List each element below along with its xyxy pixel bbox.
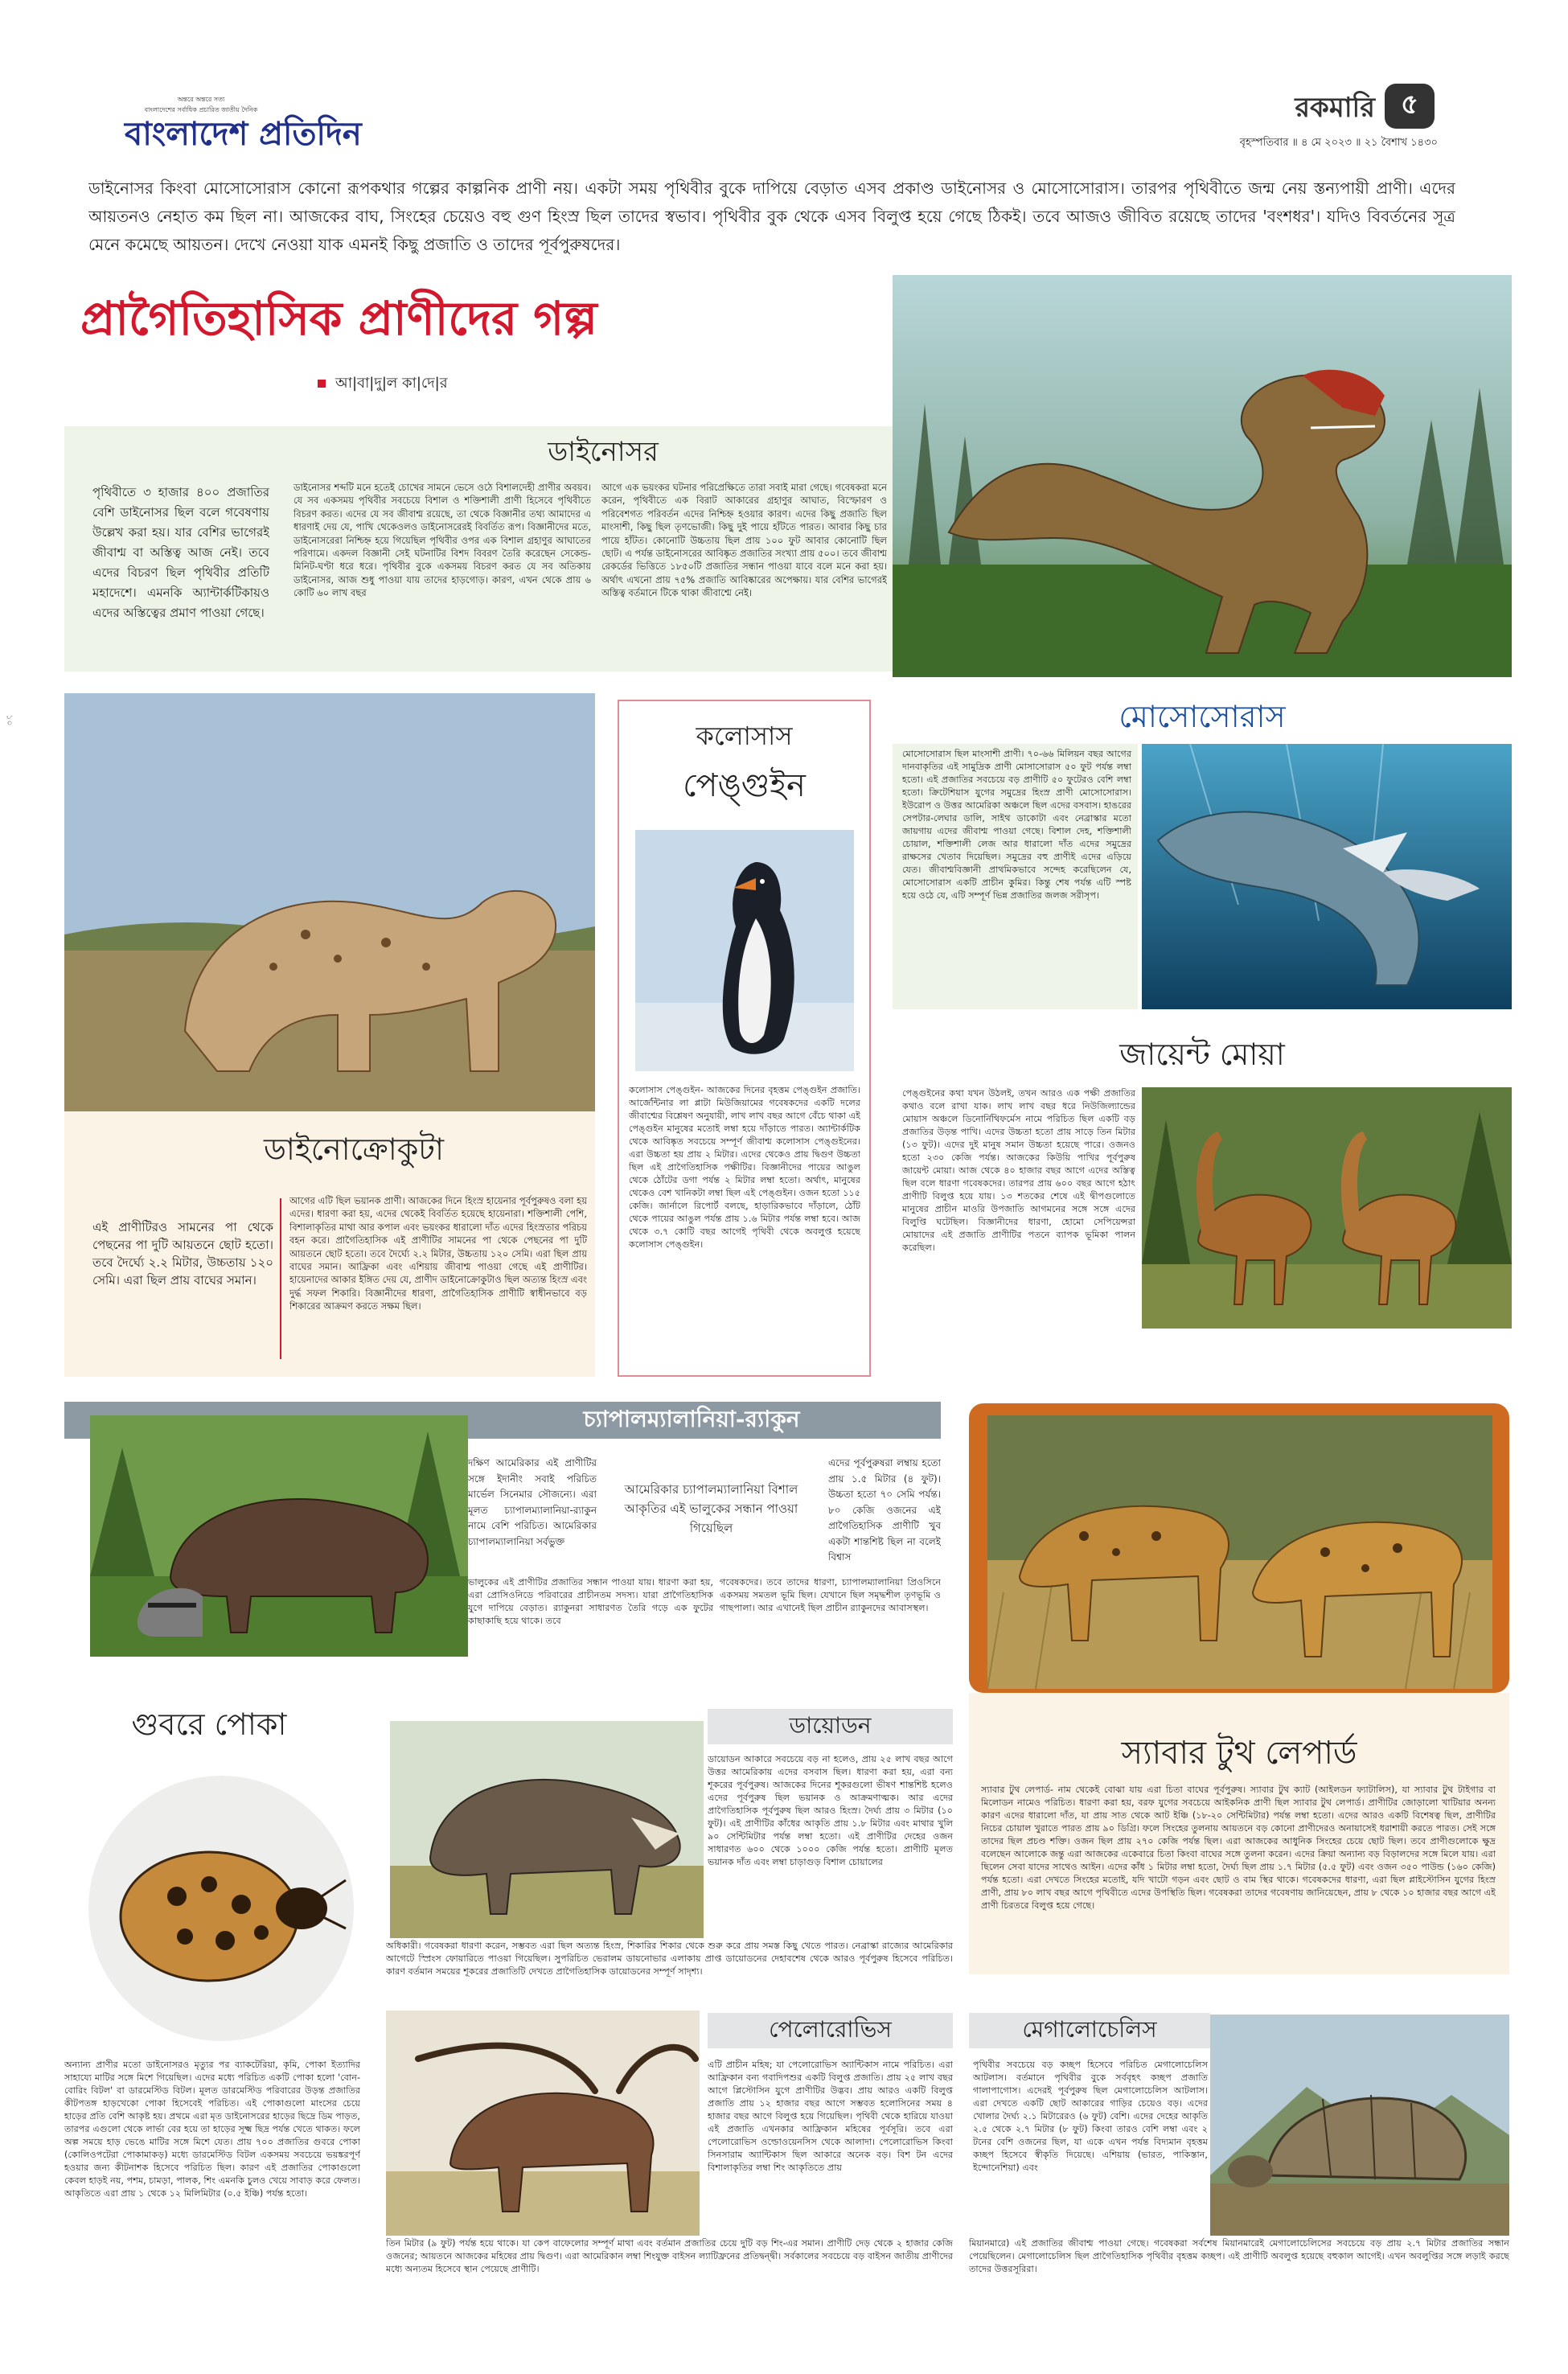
- pelorovis-image: [386, 2011, 700, 2236]
- raccoon-pull-quote: আমেরিকার চ্যাপালম্যালানিয়া বিশাল আকৃতির এই ভালুকের সন্ধান পাওয়া গিয়েছিল: [624, 1482, 798, 1535]
- masthead: [0, 0, 1568, 169]
- byline-text: আ|বা|দু|ল কা|দে|র: [335, 374, 448, 392]
- masthead-date: বৃহস্পতিবার ॥ ৪ মে ২০২৩ ॥ ২১ বৈশাখ ১৪৩০: [1239, 137, 1438, 149]
- page-number: ৫: [1400, 88, 1419, 121]
- dinocrocuta-divider: [280, 1198, 281, 1359]
- mosasaurus-title: মোসোসোরাস: [1119, 699, 1286, 734]
- dino-title: ডাইনোসর: [548, 436, 659, 468]
- raccoon-col-3: এদের পূর্বপুরুষরা লম্বায় হতো প্রায় ১.৫ মিটার (৪ ফুট)। উচ্চতা হতো ৭০ সেমি পর্যন্ত। ৮০ কেজি ওজনের এই প্রাগৈতিহাসিক প্রাণীটি খুব একটা শান্তশিষ্ট ছিল না বলেই বিশ্বাস: [828, 1457, 941, 1563]
- raccoon-image: [90, 1415, 468, 1657]
- beetle-title: গুবরে পোকা: [131, 1707, 287, 1742]
- side-fold-mark: ১০: [4, 714, 15, 726]
- mosasaurus-body: মোসোসোরাস ছিল মাংসাশী প্রাণী। ৭০-৬৬ মিলিয়ন বছর আগের দানবাকৃতির এই সামুদ্রিক প্রাণী মোসাসোরাস ৫০ ফুট পর্যন্ত লম্বা হতো। এই প্রজাতির সবচেয়ে বড় প্রাণীটি ৫০ ফুটেরও বেশি লম্বা হতো। ক্রিটেশিয়াস যুগের সমুদ্রের হিংস্র প্রাণী মোসোসোরাস। ইউরোপ ও উত্তর আমেরিকা অঞ্চলে ছিল এদের বসবাস। হাঙরের সেপটার-লেঘার ডালি, সাইথ ডাকোটা এবং নেব্রাস্কার মতো জায়গায় এদের জীবাশ্ম পাওয়া গেছে। বিশাল দেহ, শক্তিশালী চোয়াল, শক্তিশালী লেজ আর ধারালো দাঁত এদের সমুদ্রের রাক্ষসের খেতাব দিয়েছিল। সমুদ্রের বহু প্রাণীই এদের এড়িয়ে যেত। জীবাশ্মবিজ্ঞানী প্রাথমিকভাবে সন্দেহ করেছিলেন যে, মোসোসোরাস একটি প্রাচীন কুমির। কিন্তু শেষ পর্যন্ত এটি স্পষ্ট হয়ে ওঠে যে, এটি সম্পূর্ণ ভিন্ন প্রজাতির জলজ সরীসৃপ।: [902, 749, 1131, 901]
- intro-paragraph: ডাইনোসর কিংবা মোসোসোরাস কোনো রূপকথার গল্পের কাল্পনিক প্রাণী নয়। একটা সময় পৃথিবীর বুকে দাপিয়ে বেড়াত এসব প্রকাণ্ড ডাইনোসর ও মোসোসোরাস। তারপর পৃথিবীতে জন্ম নেয় স্তন্যপায়ী প্রাণী। এদের আয়তনও নেহাত কম ছিল না। আজকের বাঘ, সিংহের চেয়েও বহু গুণ হিংস্র ছিল তাদের স্বভাব। পৃথিবীর বুক থেকে এসব বিলুপ্ত হয়ে গেছে ঠিকই। তবে আজও জীবিত রয়েছে তাদের 'বংশধর'। যদিও বিবর্তনের সূত্র মেনে কমেছে আয়তন। দেখে নেওয়া যাক এমনই কিছু প্রজাতি ও তাদের পূর্বপুরুষদের।: [88, 179, 1455, 254]
- dinocrocuta-image: [64, 693, 595, 1111]
- diodon-title: ডায়োডন: [789, 1711, 872, 1739]
- tagline-text-2: বাংলাদেশের সর্বাধিক প্রচারিত জাতীয় দৈনিক: [144, 106, 258, 113]
- penguin-title-2: পেঙ্গুইন: [683, 767, 806, 804]
- raccoon-bottom-right: গবেষকদের। তবে তাদের ধারণা, চ্যাপালম্যালানিয়া প্রিওসিনে একসময় সমতল ভূমি ছিল। যেখানে ছিল সমৃদ্ধশীল তৃণভূমি ও গাছপালা। আর এখানেই ছিল প্রাচীন র‌্যাকুনদের আবাসস্থল।: [720, 1577, 941, 1613]
- section-label: রকমারি: [1295, 92, 1375, 124]
- leopard-title: স্যাবার টুথ লেপার্ড: [1121, 1735, 1357, 1772]
- beetle-image: [88, 1776, 354, 2041]
- dino-col-1: পৃথিবীতে ৩ হাজার ৪০০ প্রজাতির বেশি ডাইনোসর ছিল বলে গবেষণায় উল্লেখ করা হয়। যার বেশির ভাগেরই জীবাশ্ম বা অস্তিত্ব আজ নেই। তবে এদের বিচরণ ছিল পৃথিবীর প্রতিটি মহাদেশে। এমনকি অ্যান্টার্কটিকায়ও এদের অস্তিত্বের প্রমাণ পাওয়া গেছে।: [92, 485, 269, 620]
- penguin-body: কলোসাস পেঙ্গুইন- আজকের দিনের বৃহত্তম পেঙ্গুইন প্রজাতি। আর্জেন্টিনার লা প্লাটা মিউজিয়ামের গবেষকদের একটি দলের জীবাশ্মের বিশ্লেষণ অনুযায়ী, লাখ লাখ বছর আগে বেঁচে থাকা এই পেঙ্গুইন মানুষের মতোই লম্বা হয়ে দাঁড়াতে পারত। অ্যান্টার্কটিক থেকে আবিষ্কৃত সবচেয়ে সম্পূর্ণ জীবাশ্ম কলোসাস পেঙ্গুইনের। এরা উচ্চতা হয় প্রায় ২ মিটার। এদের থেকেও প্রায় দ্বিগুণ উচ্চতা ছিল এই প্রাগৈতিহাসিক পক্ষীটির। বিজ্ঞানীদের পায়ের আঙুল থেকে ঠোঁটের ডগা পর্যন্ত ২ মিটার লম্বা হতো। অর্থাৎ, মানুষের থেকেও বেশ খানিকটা লম্বা ছিল এই পেঙ্গুইন। ওজন হতো ১১৫ কেজি। জার্নালে রিপোর্ট বলছে, হাড়ারিকভাবে দাঁড়ালে, ঠোঁট থেকে পায়ের আঙুল পর্যন্ত প্রায় ১.৬ মিটার পর্যন্ত লম্বা হবে। আজ থেকে ৩.৭ কোটি বছর আগেই পৃথিবী থেকে অবলুপ্ত হয়েছে কলোসাস পেঙ্গুইন।: [629, 1085, 860, 1250]
- dinocrocuta-body: আগের এটি ছিল ভয়ানক প্রাণী। আজকের দিনে হিংস্র হায়েনার পূর্বপুরুষও বলা হয় এদের। ধারণা করা হয়, এদের থেকেই বিবর্তিত হয়েছে হায়েনারা। শক্তিশালী পেশি, বিশালাকৃতির মাথা আর কপাল এবং ভয়ংকর ধারালো দাঁত এদের হিংস্রতার পরিচয় বহন করে। প্রাগৈতিহাসিক এই প্রাণীটির সামনের পা থেকে পেছনের পা দুটি আয়তনে ছোট হতো। তবে দৈর্ঘ্যে ২.২ মিটার, উচ্চতায় ১২০ সেমি। এরা ছিল প্রায় বাঘের সমান। আফ্রিকা এবং এশিয়ায় জীবাশ্ম পাওয়া গেছে এই প্রাণীটির। হায়েনাদের আকার ইঙ্গিত দেয় যে, প্রাণীদ ডাইনোক্রোকুটাও ছিল অত্যন্ত হিংস্র এবং দুর্দ্ধ সফল শিকারি। বিজ্ঞানীদের ধারণা, প্রাগৈতিহাসিক প্রাণীটি স্বাধীনভাবে বড় শিকারের আক্রমণ করতে সক্ষম ছিল।: [289, 1195, 587, 1312]
- raccoon-title: চ্যাপালম্যালানিয়া-র‌্যাকুন: [583, 1405, 800, 1432]
- dino-col-3: আগে এক ভয়ংকর ঘটনার পরিপ্রেক্ষিতে তারা সবাই মারা গেছে। গবেষকরা মনে করেন, পৃথিবীতে এক বিরাট আকারের গ্রহাণুর আঘাত, বিস্ফোরণ ও পরিবেশগত পরিবর্তন এদের নিশ্চিহ্ন হওয়ার কারণ। এদের কিছু প্রজাতি ছিল মাংসাশী, কিছু ছিল তৃণভোজী। কিছু দুই পায়ে হাঁটতে পারত। আবার কিছু চার পায়ে হাঁটত। কোনোটি উচ্চতায় ছিল প্রায় ১০০ ফুট আবার কোনোটি ছিল ছোট। এ পর্যন্ত ডাইনোসরের আবিষ্কৃত প্রজাতির সংখ্যা প্রায় ৫০০। তবে জীবাশ্ম রেকর্ডের ভিত্তিতে ১৮৫০টি প্রজাতির সন্ধান পাওয়া যাবে বলে মনে করা হয়। অর্থাৎ এখনো প্রায় ৭৫% প্রজাতি আবিষ্কারের অপেক্ষায়। যার বেশির ভাগেরই অস্তিত্ব বর্তমানে টিকে থাকা জীবাশ্মে নেই।: [601, 482, 887, 599]
- tagline-text: অন্তরে অন্তরে সত্য: [177, 96, 225, 103]
- diodon-wide: অধিকারী। গবেষকরা ধারণা করেন, সম্ভবত এরা ছিল অত্যন্ত হিংস্র, শিকারির শিকার থেকে শুরু করে প্রায় সমস্ত কিছু খেতে পারত। নেব্রাস্কা রাজ্যের আমেরিকার আগেটে স্প্রিংস ফোয়ারিতে পাওয়া গিয়েছিল। সুপরিচিত ভেরালম ডায়নোভার এলাকায় প্রাপ্ত ডায়োডনের দেহাবশেষ থেকে আরও পূর্বপুরুষ হিসেবে পরিচিত। কারণ বর্তমান সময়ের শূকরের প্রজাতিটি দেখতে প্রাগৈতিহাসিক ডায়োডনের সম্পূর্ণ সাদৃশ্য।: [386, 1941, 953, 1977]
- page-number-badge: [1385, 84, 1435, 129]
- penguin-title-1: কলোসাস: [696, 721, 793, 751]
- masthead-logo[interactable]: বাংলাদেশ প্রতিদিন: [125, 115, 362, 153]
- penguin-image: [635, 830, 854, 1071]
- byline: [318, 372, 655, 396]
- pelorovis-body: এটি প্রাচীন মহিষ; যা পেলোরোভিস অ্যান্টিকাস নামে পরিচিত। এরা আফ্রিকান বন্য গবাদিপশুর একটি বিলুপ্ত প্রজাতি। প্রায় ২৫ লাখ বছর আগে প্লিস্টোসিন যুগে প্রাণীটির উদ্ভব। প্রায় আরও একটি বিলুপ্ত প্রজাতি প্রায় ১২ হাজার বছর আগে সম্ভবত হলোসিনের সময় ৪ হাজার বছর আগে বিলুপ্ত হয়ে গিয়েছিল। পৃথিবী থেকে হারিয়ে যাওয়া এই প্রজাতি এখনকার আফ্রিকান মহিষের পূর্বসূরি। তবে এরা পেলোরোভিস ওল্ডোওয়েনসিস থেকে আলাদা। পেলোরোভিস কিংবা সিনসারাম অ্যান্টিকাস ছিল আকারে অনেক বড়। বিশ টন এদের বিশালাকৃতির লম্বা শিং আকৃতিতে প্রায়: [708, 2060, 953, 2173]
- dinocrocuta-side: এই প্রাণীটিরও সামনের পা থেকে পেছনের পা দুটি আয়তনে ছোট হতো। তবে দৈর্ঘ্যে ২.২ মিটার, উচ্চতায় ১২০ সেমি। এরা ছিল প্রায় বাঘের সমান।: [92, 1220, 273, 1288]
- pelorovis-title: পেলোরোভিস: [769, 2015, 892, 2043]
- megalochelys-image: [1210, 2015, 1509, 2236]
- byline-bullet: [318, 380, 326, 388]
- diodon-body: ডায়োডন আকারে সবচেয়ে বড় না হলেও, প্রায় ২৫ লাখ বছর আগে উত্তর আমেরিকায় এদের বসবাস ছিল। ধারণা করা হয়, এরা বন্য শূকরের পূর্বপুরুষ। আজকের দিনের শূকরগুলো ভীষণ শান্তশিষ্ট হলেও এদের পূর্বপুরুষ ছিল ভয়ানক ও আক্রমণাত্মক। আর এদের প্রাগৈতিহাসিক পূর্বপুরুষ ছিল আরও হিংস্র। দৈর্ঘ্য প্রায় ৩ মিটার (১০ ফুট)। এই প্রাণীটির কাঁধের আকৃতি প্রায় ১.৮ মিটার এবং মাথার খুলি ৯০ সেন্টিমিটার পর্যন্ত লম্বা হতো। এই প্রাণীটির দেহের ওজন সাধারণত ৬০০ থেকে ১০০০ কেজি পর্যন্ত হতো। প্রাণীটি মূলত ভয়ানক দাঁত এবং লম্বা চাড়াগুড় বিশাল চোয়ালের: [708, 1754, 953, 1867]
- megalochelys-title: মেগালোচেলিস: [1022, 2015, 1157, 2043]
- leopard-body: স্যাবার টুথ লেপার্ড- নাম থেকেই বোঝা যায় এরা চিতা বাঘের পূর্বপুরুষ। স্যাবার টুথ ক্যাট (আইলডন ফ্যাটালিস), যা স্যাবার টুথ টাইগার বা মিলোডন নামেও পরিচিত। ধারণা করা হয়, বরফ যুগের সবচেয়ে আইকনিক প্রাণী ছিল স্যাবার টুথ লেপার্ড। প্রাণীটির জোড়ালো খাটিয়ার অনন্য কারণ এদের ধারালো দাঁত, যা প্রায় সাত থেকে আট ইঞ্চি (১৮-২০ সেন্টিমিটার) পর্যন্ত লম্বা হতো। এদের আরও একটি বিশেষত্ব ছিল, প্রাণীটির নিচের চোয়াল খুরাতে পারত প্রায় ৯০ ডিগ্রি। ফলে সিংহের তুলনায় আয়তনে বড় কোনো প্রাণীদেরও অনায়াসেই ধরাশায়ী করতে পারত। সেই সঙ্গে তাদের ছিল প্রচণ্ড শক্তি। ওজন ছিল প্রায় ২৭০ কেজি পর্যন্ত ছিল। এরা আজকের আধুনিক সিংহের চেয়ে ছোট ছিল। তবে প্রাণীগুলোকে ক্ষুদ্র বলেছেন আলোকে জন্তু এরা আজকের একেবারে চিতা কিংবা বাঘের সঙ্গে তুলনা করেন। এদের ক্রিয়া অন্যান্য বড় বিড়ালদের সঙ্গে মিলে যায়। এরা ছিলেন সেবা যাদের সাথেও আইন। এদের কাঁধ ১ মিটার লম্বা হতো, দৈর্ঘ্য ছিল প্রায় ১.৭ মিটার (৫.৫ ফুট) এবং ওজন ৩৫০ পাউন্ড (১৬০ কেজি) পর্যন্ত হতো। এরা দেখতে সিংহের মতোই, যদি খাটো গড়ন এবং ছোট ও বাম স্থির থাকে। গবেষকদের ধারণা, এরা ছিল প্লাইস্টোসিন যুগের হিংস্র প্রাণী, প্রায় ৮০ লাখ বছর আগে পৃথিবীতে এদের উপস্থিতি ছিল। গবেষকরা তাদের গবেষণায় জানিয়েছেন, প্রায় ৮ থেকে ১০ হাজার বছর আগে এই প্রাণী চিরতরে বিলুপ্ত হয়ে গেছে।: [981, 1785, 1496, 1911]
- beetle-body: অন্যান্য প্রাণীর মতো ডাইনোসরও মৃত্যুর পর ব্যাকটেরিয়া, কৃমি, পোকা ইত্যাদির সাহায্যে মাটির সঙ্গে মিশে গিয়েছিল। এদের মধ্যে পরিচিত একটি পোকা হলো 'বোন-বোরিং বিটল' বা ডারমেস্টিড বিটল। মূলত ডারমেস্টিড পরিবারের উড়ন্ত প্রজাতির কীটপতঙ্গ হাড়খেকো পোকা হিসেবেই পরিচিত। এই পোকাগুলো মাংসের চেয়ে হাড়ের প্রতি বেশি আকৃষ্ট হয়। প্রথমে এরা মৃত ডাইনোসরের হাড়ের ছিদ্রে ডিম পাড়ত, তারপর এগুলো থেকে লার্ভা বের হয়ে তা হাড়ের সূক্ষ্ম ছিদ্র পর্যন্ত খেতে থাকত। ফলে অল্প সময়ে হাড় ভেঙে মাটির সঙ্গে মিশে যেত। প্রায় ৭০০ প্রজাতির গুবরে পোকা (কোলিওপটেরা পোকামাকড়) মধ্যে ডারমেস্টিড বিটল একসময় সবচেয়ে ভয়ঙ্করপূর্ণ হওয়ার জন্য কীটনাশক হিসেবে পরিচিত ছিল। কারণ এই প্রজাতির পোকাগুলো কেবল হাড়ই নয়, পশম, চামড়া, পালক, শিং এমনকি চুলও খেয়ে সাবাড় করে ফেলত। আকৃতিতে এরা প্রায় ১ থেকে ১২ মিলিমিটার (০.৫ ইঞ্চি) পর্যন্ত হতো।: [64, 2060, 360, 2199]
- leopard-image: [987, 1415, 1492, 1689]
- moa-title: জায়েন্ট মোয়া: [1119, 1037, 1285, 1072]
- pelorovis-wide: তিন মিটার (৯ ফুট) পর্যন্ত হয়ে থাকে। যা কেপ বাফেলোর সম্পূর্ণ মাথা এবং বর্তমান প্রজাতির চেয়ে দুটি বড় শিং-এর সমান। প্রাণীটি দেড় থেকে ২ হাজার কেজি ওজনের; আয়তনে আজকের মহিষের প্রায় দ্বিগুণ। এরা আমেরিকান লম্বা শিংযুক্ত বাইসন ল্যাটিফ্রনের প্রতিদ্বন্দ্বী। সর্বকালের সবচেয়ে বড় বাইসন জাতীয় প্রাণীদের মধ্যে অন্যতম হিসেবে স্থান পেয়েছে প্রাণীটি।: [386, 2238, 953, 2274]
- raccoon-col-1: দক্ষিণ আমেরিকার এই প্রাণীটির সঙ্গে ইদানীং সবাই পরিচিত মার্ভেল সিনেমার সৌজন্যে। এরা মূলত চ্যাপালম্যালানিয়া-র‌্যাকুন নামে বেশি পরিচিত। আমেরিকার চ্যাপালম্যালানিয়া সর্বভুক্ত: [468, 1457, 597, 1547]
- dino-col-2: ডাইনোসর শব্দটি মনে হতেই চোখের সামনে ভেসে ওঠে বিশালদেহী প্রাণীর অবয়ব। যে সব একসময় পৃথিবীর সবচেয়ে বিশাল ও শক্তিশালী প্রাণী হিসেবে পৃথিবীতে বিচরণ করত। এদের যে সব জীবাশ্ম রয়েছে, তা থেকে বিজ্ঞানীর তথ্য আমাদের এ ধারণাই দেয় যে, পাখি থেকেওলও ডাইনোসরেরই বিবর্তিত রূপ। বিজ্ঞানীদের মতে, ডাইনোসরেরা নিশ্চিহ্ন হয়ে গিয়েছিল পৃথিবীর ওপর এক বিশাল গ্রহাণুর আঘাতের পরিণামে। একদল বিজ্ঞানী সেই ঘটনাটির বিশদ বিবরণ তৈরি করেছেন সেকেন্ড-মিনিট-ঘণ্টা ধরে ধরে। পৃথিবীর বুকে একসময় বিচরণ করত যে সব অতিকায় ডাইনোসর, আজ শুধু পাওয়া যায় তাদের হাড়গোড়। কারণ, এখন থেকে প্রায় ৬ কোটি ৬০ লাখ বছর: [293, 482, 591, 599]
- megalochelys-body: পৃথিবীর সবচেয়ে বড় কচ্ছপ হিসেবে পরিচিত মেগালোচেলিস আটলাস। বর্তমানে পৃথিবীর বুকে সর্ববৃহৎ কচ্ছপ প্রজাতি গালাপাগোস। এদেরই পূর্বপুরুষ ছিল মেগালোচেলিস আটলাস। এরা দেখতে একটি ছোট আকারের গাড়ির চেয়েও বড়। এদের খোলার দৈর্ঘ্য ২.১ মিটারেরও (৬ ফুট) বেশি। এদের দেহের আকৃতি ২.৫ থেকে ২.৭ মিটার (৮ ফুট) কিংবা তারও বেশি লম্বা এবং ২ টনের বেশি ওজনের ছিল, যা একে এখন পর্যন্ত বিদ্যমান বৃহত্তম কচ্ছপ হিসেবে স্বীকৃতি দিয়েছে। এশিয়ায় (ভারত, পাকিস্তান, ইন্দোনেশিয়া) এবং: [973, 2060, 1208, 2173]
- trex-image: [893, 275, 1512, 677]
- headline: প্রাগৈতিহাসিক প্রাণীদের গল্প: [80, 291, 597, 346]
- mosasaurus-image: [1142, 744, 1512, 1009]
- moa-image: [1142, 1087, 1512, 1329]
- moa-body: পেঙ্গুইনের কথা যখন উঠলই, তখন আরও এক পক্ষী প্রজাতির কথাও বলে রাখা যাক। লাখ লাখ বছর ধরে নিউজিল্যান্ডের মোয়াস অঞ্চলে ডিনোর্নিথিফর্মেস নামে পরিচিত ছিল একটি বড় প্রজাতির উড়ন্ত পাখি। এদের উচ্চতা হতো প্রায় সাড়ে তিন মিটার (১৩ ফুট)। এদের দুই মানুষ সমান উচ্চতা হয়েছে পারে। ওজনও হতো ২৩০ কেজি পর্যন্ত। আজকের কিউয়ি পাখির পূর্বপুরুষ জায়েন্ট মোয়া। আজ থেকে ৪০ হাজার বছর আগে এদের অস্তিত্ব ছিল বলে ধারণা গবেষকদের। তারপর প্রায় ৬০০ বছর আগে হঠাৎ প্রাণীটি বিলুপ্ত হয়ে যায়। ১৩ শতকের শেষে এই দ্বীপগুলোতে মানুষের প্রাচীন মাওরি উপজাতি আগমনের সঙ্গে সঙ্গে এদের বিলুপ্তি ঘটেছিল। বিজ্ঞানীদের ধারণা, হোমো সেপিয়েন্সরা মোয়াদের এই প্রজাতি প্রাণীটির পতনে ব্যাপক ভূমিকা পালন করেছিল।: [902, 1088, 1135, 1253]
- diodon-image: [390, 1721, 704, 1938]
- dinocrocuta-title: ডাইনোক্রোকুটা: [263, 1132, 445, 1167]
- megalochelys-wide: মিয়ানমারে) এই প্রজাতির জীবাশ্ম পাওয়া গেছে। গবেষকরা সর্বশেষ মিয়ানমারেই মেগালোচেলিসের সবচেয়ে বড় প্রায় ২.৭ মিটার প্রজাতির সন্ধান পেয়েছিলেন। মেগালোচেলিস ছিল প্রাগৈতিহাসিক পৃথিবীর বৃহত্তম কচ্ছপ। এই প্রাণীটি অবলুপ্ত হয়েছে বহুকাল আগেই। এখন অবলুপ্তির সঙ্গে লড়াই করছে তাদের উত্তরসূরিরা।: [969, 2238, 1509, 2274]
- raccoon-bottom-left: ভালুকের এই প্রাণীটির প্রজাতির সন্ধান পাওয়া যায়। ধারণা করা হয়, এরা প্রোসিওনিডে পরিবারের প্রাচীনতম সদস্য। যারা প্রাগৈতিহাসিক যুগে দাপিয়ে বেড়াত। র‌্যাকুনরা সাধারণত তৈরি গড়ে এক ফুটের কাছাকাছি হয়ে থাকে। তবে: [468, 1577, 713, 1626]
